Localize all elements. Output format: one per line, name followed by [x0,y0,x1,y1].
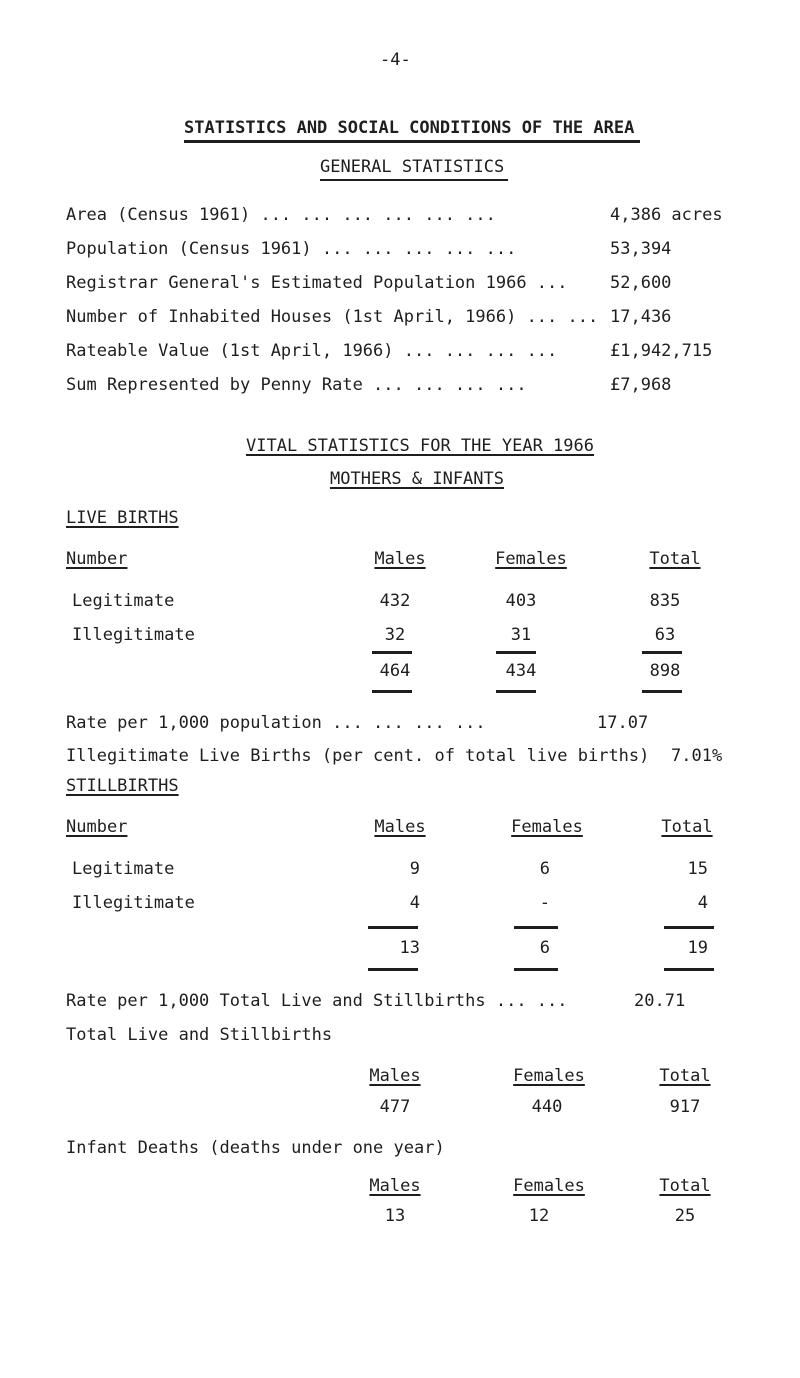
infant-deaths-total-value: 25 [674,1206,696,1226]
live-births-females-total: 434 [505,661,537,681]
stillbirths-females-value: 6 [539,859,550,879]
general-row-value: £7,968 [610,375,672,395]
infant-deaths-col-males: Males [369,1176,421,1196]
document-title: STATISTICS AND SOCIAL CONDITIONS OF THE AREA [184,118,635,138]
total-live-still-females-value: 440 [531,1097,563,1117]
general-row-label: Rateable Value (1st April, 1966) ... ... ... ... [66,341,558,361]
stillbirths-col-females: Females [511,817,583,837]
infant-deaths-heading: Infant Deaths (deaths under one year) [66,1138,445,1158]
stillbirths-col-males: Males [374,817,426,837]
sum-rule [372,651,412,654]
live-births-row-label: Illegitimate [72,625,195,645]
total-rule [368,968,418,971]
total-live-still-males-value: 477 [379,1097,411,1117]
live-birth-rate-value: 17.07 [597,713,649,733]
stillbirths-row-label: Legitimate [72,859,175,879]
sum-rule [642,651,682,654]
total-live-still-col-males: Males [369,1066,421,1086]
general-row-value: 52,600 [610,273,672,293]
total-rule [514,968,558,971]
live-births-col-total: Total [649,549,701,569]
live-births-males-value: 432 [379,591,411,611]
live-births-females-value: 403 [505,591,537,611]
sum-rule [368,926,418,929]
illegitimate-percent-value: 7.01% [671,746,723,766]
live-births-females-value: 31 [510,625,532,645]
general-row-label: Population (Census 1961) ... ... ... ... ... [66,239,517,259]
live-births-col-males: Males [374,549,426,569]
stillbirths-females-total: 6 [539,938,550,958]
illegitimate-percent-label: Illegitimate Live Births (per cent. of total live births) [66,746,650,766]
general-row-value: 17,436 [610,307,672,327]
stillbirths-grand-total: 19 [687,938,708,958]
stillbirths-males-value: 4 [409,893,420,913]
general-statistics-heading: GENERAL STATISTICS [320,157,505,177]
general-heading-underline [320,179,508,181]
live-birth-rate-label: Rate per 1,000 population ... ... ... ... [66,713,486,733]
stillbirths-males-value: 9 [409,859,420,879]
sum-rule [664,926,714,929]
stillbirths-col-total: Total [661,817,713,837]
sum-rule [514,926,558,929]
infant-deaths-females-value: 12 [528,1206,550,1226]
stillbirths-total-value: 15 [687,859,708,879]
total-live-still-col-females: Females [513,1066,585,1086]
general-row-value: 53,394 [610,239,672,259]
infant-deaths-col-total: Total [659,1176,711,1196]
live-births-males-total: 464 [379,661,411,681]
general-row-value: £1,942,715 [610,341,713,361]
stillbirths-col-number: Number [66,817,128,837]
general-row-label: Registrar General's Estimated Population 1966 ... [66,273,568,293]
title-underline [184,140,640,143]
general-row-label: Sum Represented by Penny Rate ... ... ... ... [66,375,527,395]
total-rule [642,690,682,693]
total-live-still-col-total: Total [659,1066,711,1086]
stillbirth-rate-label: Rate per 1,000 Total Live and Stillbirths ... ... [66,991,568,1011]
stillbirths-heading: STILLBIRTHS [66,776,179,796]
total-live-still-heading: Total Live and Stillbirths [66,1025,333,1045]
stillbirths-total-value: 4 [697,893,708,913]
mothers-infants-heading: MOTHERS & INFANTS [330,469,504,489]
total-live-still-total-value: 917 [669,1097,701,1117]
general-row-label: Area (Census 1961) ... ... ... ... ... ... [66,205,496,225]
total-rule [496,690,536,693]
page-number: -4- [380,50,411,70]
total-rule [664,968,714,971]
live-births-row-label: Legitimate [72,591,175,611]
infant-deaths-males-value: 13 [384,1206,406,1226]
sum-rule [496,651,536,654]
total-rule [372,690,412,693]
live-births-total-value: 835 [649,591,681,611]
live-births-total-value: 63 [654,625,676,645]
general-row-label: Number of Inhabited Houses (1st April, 1966) ... ... [66,307,599,327]
live-births-grand-total: 898 [649,661,681,681]
stillbirths-males-total: 13 [399,938,420,958]
live-births-col-females: Females [495,549,567,569]
stillbirths-row-label: Illegitimate [72,893,195,913]
vital-statistics-heading: VITAL STATISTICS FOR THE YEAR 1966 [246,436,594,456]
live-births-heading: LIVE BIRTHS [66,508,179,528]
live-births-males-value: 32 [384,625,406,645]
stillbirths-females-value: - [539,893,550,913]
stillbirth-rate-value: 20.71 [634,991,686,1011]
general-row-value: 4,386 acres [610,205,723,225]
live-births-col-number: Number [66,549,128,569]
infant-deaths-col-females: Females [513,1176,585,1196]
